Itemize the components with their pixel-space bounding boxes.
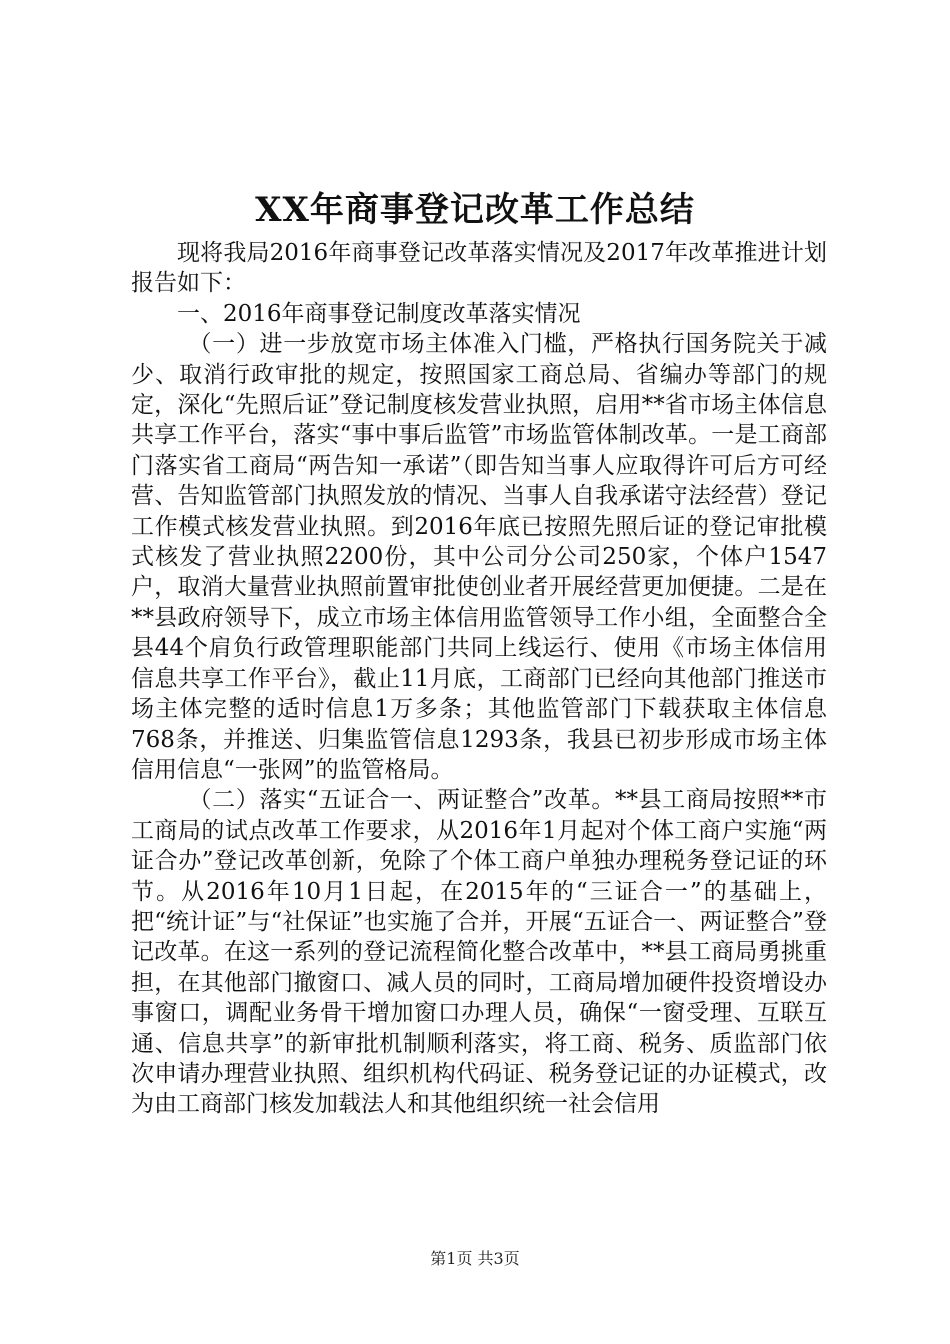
- section-heading: 一、2016年商事登记制度改革落实情况: [177, 300, 581, 327]
- subsection-paragraph-1: （一）进一步放宽市场主体准入门槛，严格执行国务院关于减少、取消行政审批的规定，按照国家工商总局、省编办等部门的规定，深化“先照后证”登记制度核发营业执照，启用**省市场主体信息共享工作平台，落实“事中事后监管”市场监管体制改革。一是工商部门落实省工商局“两告知一承诺”（即告知当事人应取得许可后方可经营、告知监管部门执照发放的情况、当事人自我承诺守法经营）登记工作模式核发营业执照。到2016年底已按照先照后证的登记审批模式核发了营业执照2200份，其中公司分公司250家，个体户1547户，取消大量营业执照前置审批使创业者开展经营更加便捷。二是在**县政府领导下，成立市场主体信用监管领导工作小组，全面整合全县44个肩负行政管理职能部门共同上线运行、使用《市场主体信用信息共享工作平台》，截止11月底，工商部门已经向其他部门推送市场主体完整的适时信息1万多条；其他监管部门下载获取主体信息768条，并推送、归集监管信息1293条，我县已初步形成市场主体信用信息“一张网”的监管格局。: [131, 331, 827, 783]
- intro-paragraph: 现将我局2016年商事登记改革落实情况及2017年改革推进计划报告如下：: [131, 240, 827, 297]
- document-title: XX年商事登记改革工作总结: [255, 190, 695, 230]
- subsection-paragraph-2: （二）落实“五证合一、两证整合”改革。**县工商局按照**市工商局的试点改革工作要求，从2016年1月起对个体工商户实施“两证合办”登记改革创新，免除了个体工商户单独办理税务登记证的环节。从2016年10月1日起，在2015年的“三证合一”的基础上，把“统计证”与“社保证”也实施了合并，开展“五证合一、两证整合”登记改革。在这一系列的登记流程简化整合改革中，**县工商局勇挑重担，在其他部门撤窗口、减人员的同时，工商局增加硬件投资增设办事窗口，调配业务骨干增加窗口办理人员，确保“一窗受理、互联互通、信息共享”的新审批机制顺利落实，将工商、税务、质监部门依次申请办理营业执照、组织机构代码证、税务登记证的办证模式，改为由工商部门核发加载法人和其他组织统一社会信用: [131, 787, 827, 1118]
- page-number-footer: 第1页 共3页: [430, 1249, 520, 1268]
- document-body: [131, 238, 827, 1120]
